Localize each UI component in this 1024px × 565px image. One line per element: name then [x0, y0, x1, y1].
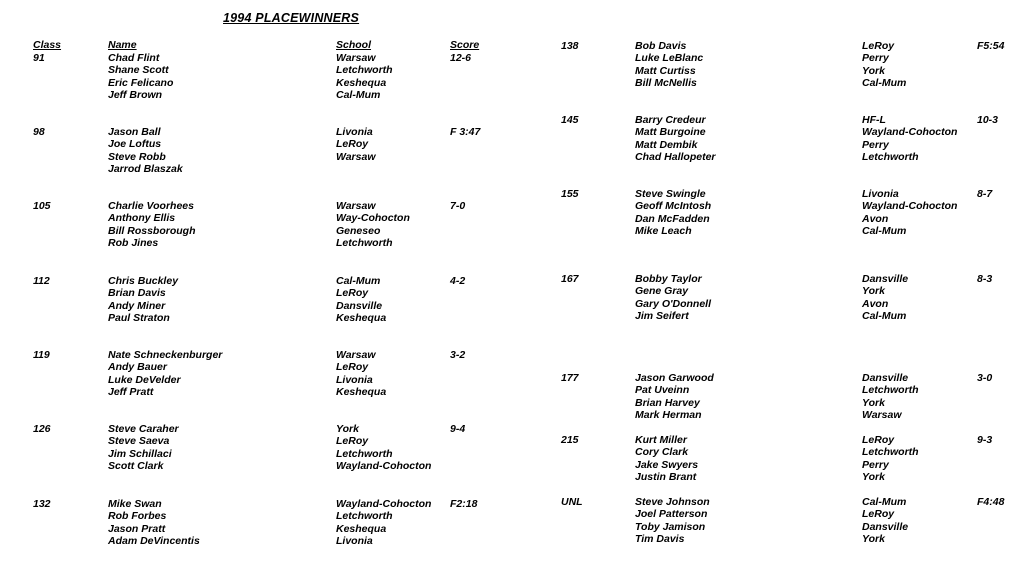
match-score: 12-6 [450, 52, 472, 64]
wrestler-school: Wayland-Cohocton [336, 498, 432, 510]
wrestler-schools [336, 498, 431, 548]
wrestler-name: Geoff McIntosh [635, 200, 712, 213]
wrestler-school: Perry [862, 138, 889, 151]
header-name: Name [108, 39, 137, 51]
weight-class: 145 [561, 114, 579, 126]
match-score: 4-2 [450, 275, 466, 287]
match-score: 3-0 [977, 372, 993, 384]
wrestler-name: Bob Davis [635, 40, 687, 52]
wrestler-school: York [862, 285, 885, 298]
wrestler-school: Wayland-Cohocton [336, 460, 432, 473]
wrestler-name: Matt Burgoine [635, 126, 706, 139]
wrestler-school: Avon [862, 212, 889, 225]
wrestler-name: Steve Caraher [108, 423, 179, 435]
wrestler-school: Cal-Mum [862, 225, 907, 238]
wrestler-name: Joe Loftus [108, 138, 162, 151]
wrestler-name: Rob Jines [108, 237, 159, 250]
wrestler-school: LeRoy [336, 138, 369, 151]
wrestler-school: York [336, 423, 359, 435]
weight-class: 155 [561, 188, 579, 200]
wrestler-school: Dansville [336, 299, 383, 312]
match-score: 7-0 [450, 200, 466, 212]
wrestler-name: Jim Schillaci [108, 447, 172, 460]
wrestler-school: Letchworth [336, 237, 393, 250]
wrestler-name: Shane Scott [108, 64, 169, 77]
wrestler-name: Jason Pratt [108, 522, 166, 535]
wrestler-school: Dansville [862, 273, 909, 285]
wrestler-name: Barry Credeur [635, 114, 706, 126]
wrestler-names [108, 423, 179, 473]
wrestler-name: Chris Buckley [108, 275, 179, 287]
wrestler-name: Andy Bauer [108, 361, 167, 374]
wrestler-name: Jim Seifert [635, 310, 689, 323]
wrestler-schools [336, 52, 393, 102]
weight-class: 98 [33, 126, 45, 138]
wrestler-name: Steve Johnson [635, 496, 710, 508]
wrestler-schools [336, 423, 431, 473]
wrestler-school: Cal-Mum [862, 496, 907, 508]
weight-class: UNL [561, 496, 583, 508]
wrestler-name: Cory Clark [635, 446, 689, 459]
wrestler-name: Justin Brant [635, 471, 697, 484]
wrestler-school: LeRoy [862, 434, 895, 446]
wrestler-school: Warsaw [862, 409, 902, 422]
wrestler-name: Jason Ball [108, 126, 161, 138]
wrestler-name: Gene Gray [635, 285, 689, 298]
weight-class: 105 [33, 200, 51, 212]
wrestler-schools [862, 188, 957, 238]
weight-class: 138 [561, 40, 579, 52]
header-score: Score [450, 39, 480, 51]
wrestler-name: Dan McFadden [635, 212, 710, 225]
wrestler-school: Livonia [336, 126, 373, 138]
wrestler-school: Cal-Mum [862, 310, 907, 323]
wrestler-name: Tim Davis [635, 533, 685, 546]
wrestler-name: Steve Saeva [108, 435, 170, 448]
wrestler-names [635, 434, 698, 484]
weight-class: 132 [33, 498, 51, 510]
wrestler-names [635, 496, 710, 546]
wrestler-school: Keshequa [336, 386, 387, 399]
wrestler-school: Warsaw [336, 150, 376, 163]
wrestler-name: Steve Robb [108, 150, 166, 163]
weight-class: 215 [561, 434, 579, 446]
wrestler-name: Bill Rossborough [108, 224, 196, 237]
wrestler-name: Pat Uveinn [635, 384, 690, 397]
wrestler-names [635, 273, 711, 323]
wrestler-school: York [862, 64, 885, 77]
weight-class: 167 [561, 273, 579, 285]
wrestler-name: Jake Swyers [635, 458, 699, 471]
wrestler-names [635, 372, 714, 422]
wrestler-school: Keshequa [336, 312, 387, 325]
wrestler-name: Jarrod Blaszak [108, 163, 183, 176]
wrestler-name: Bobby Taylor [635, 273, 702, 285]
page-title: 1994 PLACEWINNERS [223, 11, 360, 25]
wrestler-names [108, 52, 173, 102]
wrestler-school: Letchworth [862, 446, 919, 459]
wrestler-school: Avon [862, 297, 889, 310]
wrestler-name: Matt Dembik [635, 138, 698, 151]
wrestler-name: Chad Flint [108, 52, 160, 64]
wrestler-name: Mark Herman [635, 409, 702, 422]
weight-class: 177 [561, 372, 579, 384]
header-school: School [336, 39, 372, 51]
wrestler-names [635, 114, 716, 164]
header-class: Class [33, 39, 62, 51]
wrestler-name: Jeff Pratt [108, 386, 154, 399]
wrestler-name: Bill McNellis [635, 77, 697, 90]
match-score: F 3:47 [450, 126, 481, 138]
wrestler-name: Steve Swingle [635, 188, 706, 200]
wrestler-school: Wayland-Cohocton [862, 126, 958, 139]
wrestler-name: Andy Miner [108, 299, 166, 312]
match-score: 8-7 [977, 188, 993, 200]
match-score: 10-3 [977, 114, 999, 126]
wrestler-schools [336, 275, 386, 325]
wrestler-school: Livonia [862, 188, 899, 200]
wrestler-school: York [862, 471, 885, 484]
wrestler-name: Charlie Voorhees [108, 200, 194, 212]
wrestler-school: Keshequa [336, 522, 387, 535]
weight-class: 126 [33, 423, 51, 435]
wrestler-school: Dansville [862, 520, 909, 533]
wrestler-school: Letchworth [336, 64, 393, 77]
wrestler-name: Jeff Brown [108, 89, 163, 102]
wrestler-school: LeRoy [336, 435, 369, 448]
wrestler-names [108, 349, 222, 399]
wrestler-name: Scott Clark [108, 460, 164, 473]
weight-class: 91 [33, 52, 45, 64]
wrestler-name: Anthony Ellis [108, 212, 176, 225]
wrestler-names [108, 126, 183, 176]
wrestler-schools [862, 372, 919, 422]
wrestler-school: LeRoy [336, 287, 369, 300]
wrestler-schools [862, 434, 919, 484]
wrestler-school: Letchworth [862, 384, 919, 397]
wrestler-name: Kurt Miller [635, 434, 687, 446]
wrestler-school: Warsaw [336, 200, 376, 212]
wrestler-name: Brian Harvey [635, 396, 700, 409]
wrestler-name: Paul Straton [108, 312, 170, 325]
wrestler-school: Livonia [336, 535, 373, 548]
wrestler-schools [336, 200, 410, 250]
match-score: F4:48 [977, 496, 1005, 508]
wrestler-school: Cal-Mum [336, 89, 381, 102]
wrestler-name: Mike Swan [108, 498, 162, 510]
wrestler-school: Cal-Mum [862, 77, 907, 90]
wrestler-schools [336, 349, 386, 399]
wrestler-schools [336, 126, 376, 176]
wrestler-school: Cal-Mum [336, 275, 381, 287]
wrestler-schools [862, 496, 908, 546]
wrestler-school: Letchworth [862, 151, 919, 164]
match-score: F5:54 [977, 40, 1005, 52]
wrestler-school: HF-L [862, 114, 886, 126]
wrestler-school: Dansville [862, 372, 909, 384]
wrestler-names [635, 188, 711, 238]
wrestler-school [336, 163, 376, 175]
wrestler-name: Mike Leach [635, 225, 692, 238]
wrestler-school: York [862, 396, 885, 409]
wrestler-name: Adam DeVincentis [108, 535, 200, 548]
wrestler-school: Livonia [336, 373, 373, 386]
wrestler-name: Nate Schneckenburger [108, 349, 223, 361]
wrestler-name: Rob Forbes [108, 510, 167, 523]
match-score: 9-4 [450, 423, 466, 435]
wrestler-name: Jason Garwood [635, 372, 714, 384]
wrestler-school: LeRoy [336, 361, 369, 374]
wrestler-school: LeRoy [862, 40, 895, 52]
wrestler-school: Perry [862, 458, 889, 471]
wrestler-names [108, 275, 178, 325]
wrestler-name: Toby Jamison [635, 520, 706, 533]
wrestler-school: York [862, 533, 885, 546]
wrestler-schools [862, 273, 908, 323]
wrestler-school: Keshequa [336, 76, 387, 89]
wrestler-schools [862, 40, 906, 90]
wrestler-school: Geneseo [336, 224, 381, 237]
wrestler-name: Joel Patterson [635, 508, 708, 521]
wrestler-name: Eric Felicano [108, 76, 174, 89]
wrestler-school: Warsaw [336, 52, 376, 64]
wrestler-schools [862, 114, 957, 164]
wrestler-name: Chad Hallopeter [635, 151, 716, 164]
match-score: 3-2 [450, 349, 466, 361]
wrestler-name: Luke DeVelder [108, 373, 181, 386]
match-score: 9-3 [977, 434, 993, 446]
wrestler-name: Matt Curtiss [635, 64, 696, 77]
wrestler-name: Gary O'Donnell [635, 297, 712, 310]
wrestler-names [108, 200, 196, 250]
wrestler-name: Brian Davis [108, 287, 166, 300]
match-score: F2:18 [450, 498, 478, 510]
wrestler-name: Luke LeBlanc [635, 52, 704, 65]
wrestler-school: Perry [862, 52, 889, 65]
weight-class: 119 [33, 349, 50, 361]
wrestler-school: Wayland-Cohocton [862, 200, 958, 213]
weight-class: 112 [33, 275, 50, 287]
wrestler-school: Warsaw [336, 349, 376, 361]
wrestler-school: Letchworth [336, 447, 393, 460]
wrestler-names [108, 498, 200, 548]
wrestler-names [635, 40, 703, 90]
wrestler-school: Way-Cohocton [336, 212, 410, 225]
match-score: 8-3 [977, 273, 993, 285]
wrestler-school: Letchworth [336, 510, 393, 523]
wrestler-school: LeRoy [862, 508, 895, 521]
